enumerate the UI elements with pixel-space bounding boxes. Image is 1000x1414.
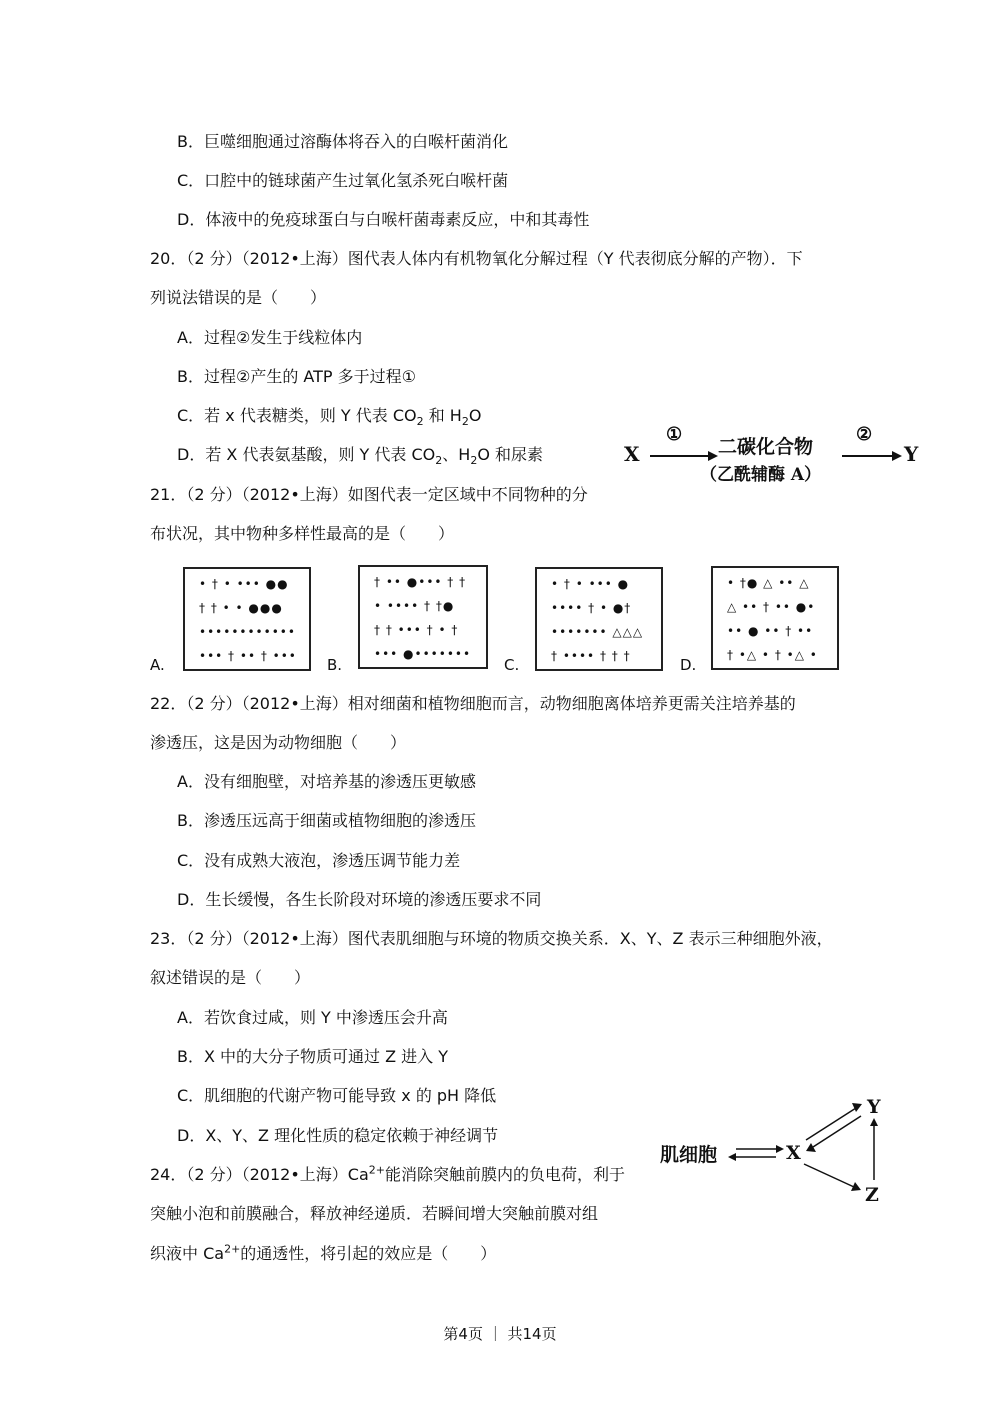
q23-diagram-muscle-cell: 肌细胞 (660, 1144, 718, 1166)
q21-box-d-row: • †● △ •• △ (727, 576, 810, 590)
q20-diagram-y: Y (904, 442, 919, 466)
q23-option-c: C．肌细胞的代谢产物可能导致 x 的 pH 降低 (177, 1086, 497, 1105)
q20-option-c: C．若 x 代表糖类，则 Y 代表 $CO_2$ 和 $H_2O$ (177, 406, 482, 429)
q21-box-c-label: C. (504, 656, 520, 674)
q23-stem-line2: 叙述错误的是（ ） (150, 968, 311, 987)
q23-diagram-x: X (786, 1142, 801, 1164)
q21-box-b-row: † † ••• † • † (374, 623, 459, 637)
q19-option-c: C．口腔中的链球菌产生过氧化氢杀死白喉杆菌 (177, 171, 509, 190)
q21-box-b-row: • •••• † †● (374, 599, 455, 613)
q23-diagram-z: Z (865, 1184, 879, 1206)
q23-option-b: B．X 中的大分子物质可通过 Z 进入 Y (177, 1047, 449, 1066)
q20-stem-line1: 20．（2 分）（2012•上海）图代表人体内有机物氧化分解过程（Y 代表彻底分解的产物）．下 (150, 249, 803, 268)
q21-box-c-row: ••••••• △△△ (551, 625, 644, 639)
q20-pathway-diagram (620, 424, 930, 494)
q21-box-c-row: † •••• † † † (551, 649, 631, 663)
q21-box-d-row: † •△ • † •△ • (727, 648, 818, 662)
q21-box-b-label: B. (327, 656, 343, 674)
q21-box-c-row: •••• † • ●† (551, 601, 632, 615)
q23-stem-line1: 23．（2 分）（2012•上海）图代表肌细胞与环境的物质交换关系．X、Y、Z 表示三种细胞外液， (150, 929, 833, 948)
page-footer: 第4页 ｜ 共14页 (443, 1325, 557, 1343)
q21-box-d-row: △ •• † •• ●• (727, 600, 816, 614)
q22-option-c: C．没有成熟大液泡，渗透压调节能力差 (177, 851, 461, 870)
q20-diagram-middle: 二碳化合物 (718, 436, 814, 458)
q24-stem-line1: 24．（2 分）（2012•上海）$Ca^{2+}$能消除突触前膜内的负电荷，利于 (150, 1163, 625, 1184)
q21-box-b (358, 565, 488, 669)
q20-diagram-x: X (624, 442, 640, 466)
q21-stem-line2: 布状况，其中物种多样性最高的是（ ） (150, 524, 455, 543)
q23-option-a: A．若饮食过咸，则 Y 中渗透压会升高 (177, 1008, 448, 1027)
q21-box-b-row: ••• ●••••••• (374, 647, 472, 661)
q20-option-d: D．若 X 代表氨基酸，则 Y 代表 $CO_2$、$H_2O$ 和尿素 (177, 445, 543, 468)
q23-diagram-y: Y (867, 1096, 881, 1118)
q24-stem-line2: 突触小泡和前膜融合，释放神经递质．若瞬间增大突触前膜对组 (150, 1204, 599, 1223)
q20-stem-line2: 列说法错误的是（ ） (150, 288, 327, 307)
q21-box-a-label: A. (150, 656, 165, 674)
q19-option-d: D．体液中的免疫球蛋白与白喉杆菌毒素反应，中和其毒性 (177, 210, 590, 229)
q21-box-d (711, 566, 839, 670)
q21-stem-line1: 21．（2 分）（2012•上海）如图代表一定区域中不同物种的分 (150, 485, 588, 504)
q23-option-d: D．X、Y、Z 理化性质的稳定依赖于神经调节 (177, 1126, 499, 1145)
q21-box-a (183, 567, 311, 671)
q21-box-a-row: •••••••••••• (199, 625, 296, 639)
q22-stem-line1: 22．（2 分）（2012•上海）相对细菌和植物细胞而言，动物细胞离体培养更需关注培养基的 (150, 694, 796, 713)
q24-stem-line3: 织液中 $Ca^{2+}$的通透性，将引起的效应是（ ） (150, 1242, 497, 1263)
q20-diagram-middle-note: （乙酰辅酶 A） (700, 465, 822, 485)
q21-box-b-row: † •• ●••• † † (374, 575, 467, 589)
q22-option-d: D．生长缓慢，各生长阶段对环境的渗透压要求不同 (177, 890, 542, 909)
q21-box-a-row: ••• † •• † ••• (199, 649, 297, 663)
q22-option-b: B．渗透压远高于细菌或植物细胞的渗透压 (177, 811, 476, 830)
q19-option-b: B．巨噬细胞通过溶酶体将吞入的白喉杆菌消化 (177, 132, 508, 151)
q21-box-d-row: •• ● •• † •• (727, 624, 814, 638)
q20-option-b: B．过程②产生的 ATP 多于过程① (177, 367, 416, 386)
q21-box-a-row: • † • ••• ●● (199, 577, 289, 591)
q23-exchange-diagram (656, 1092, 896, 1212)
q20-diagram-step1: ① (666, 424, 683, 445)
q21-box-c-row: • † • ••• ● (551, 577, 630, 591)
q20-diagram-step2: ② (856, 424, 873, 445)
q21-box-a-row: † † • • ●●● (199, 601, 283, 615)
q20-option-a: A．过程②发生于线粒体内 (177, 328, 363, 347)
q21-box-c (535, 567, 663, 671)
q22-stem-line2: 渗透压，这是因为动物细胞（ ） (150, 733, 407, 752)
q21-box-d-label: D. (680, 656, 697, 674)
q22-option-a: A．没有细胞壁，对培养基的渗透压更敏感 (177, 772, 476, 791)
